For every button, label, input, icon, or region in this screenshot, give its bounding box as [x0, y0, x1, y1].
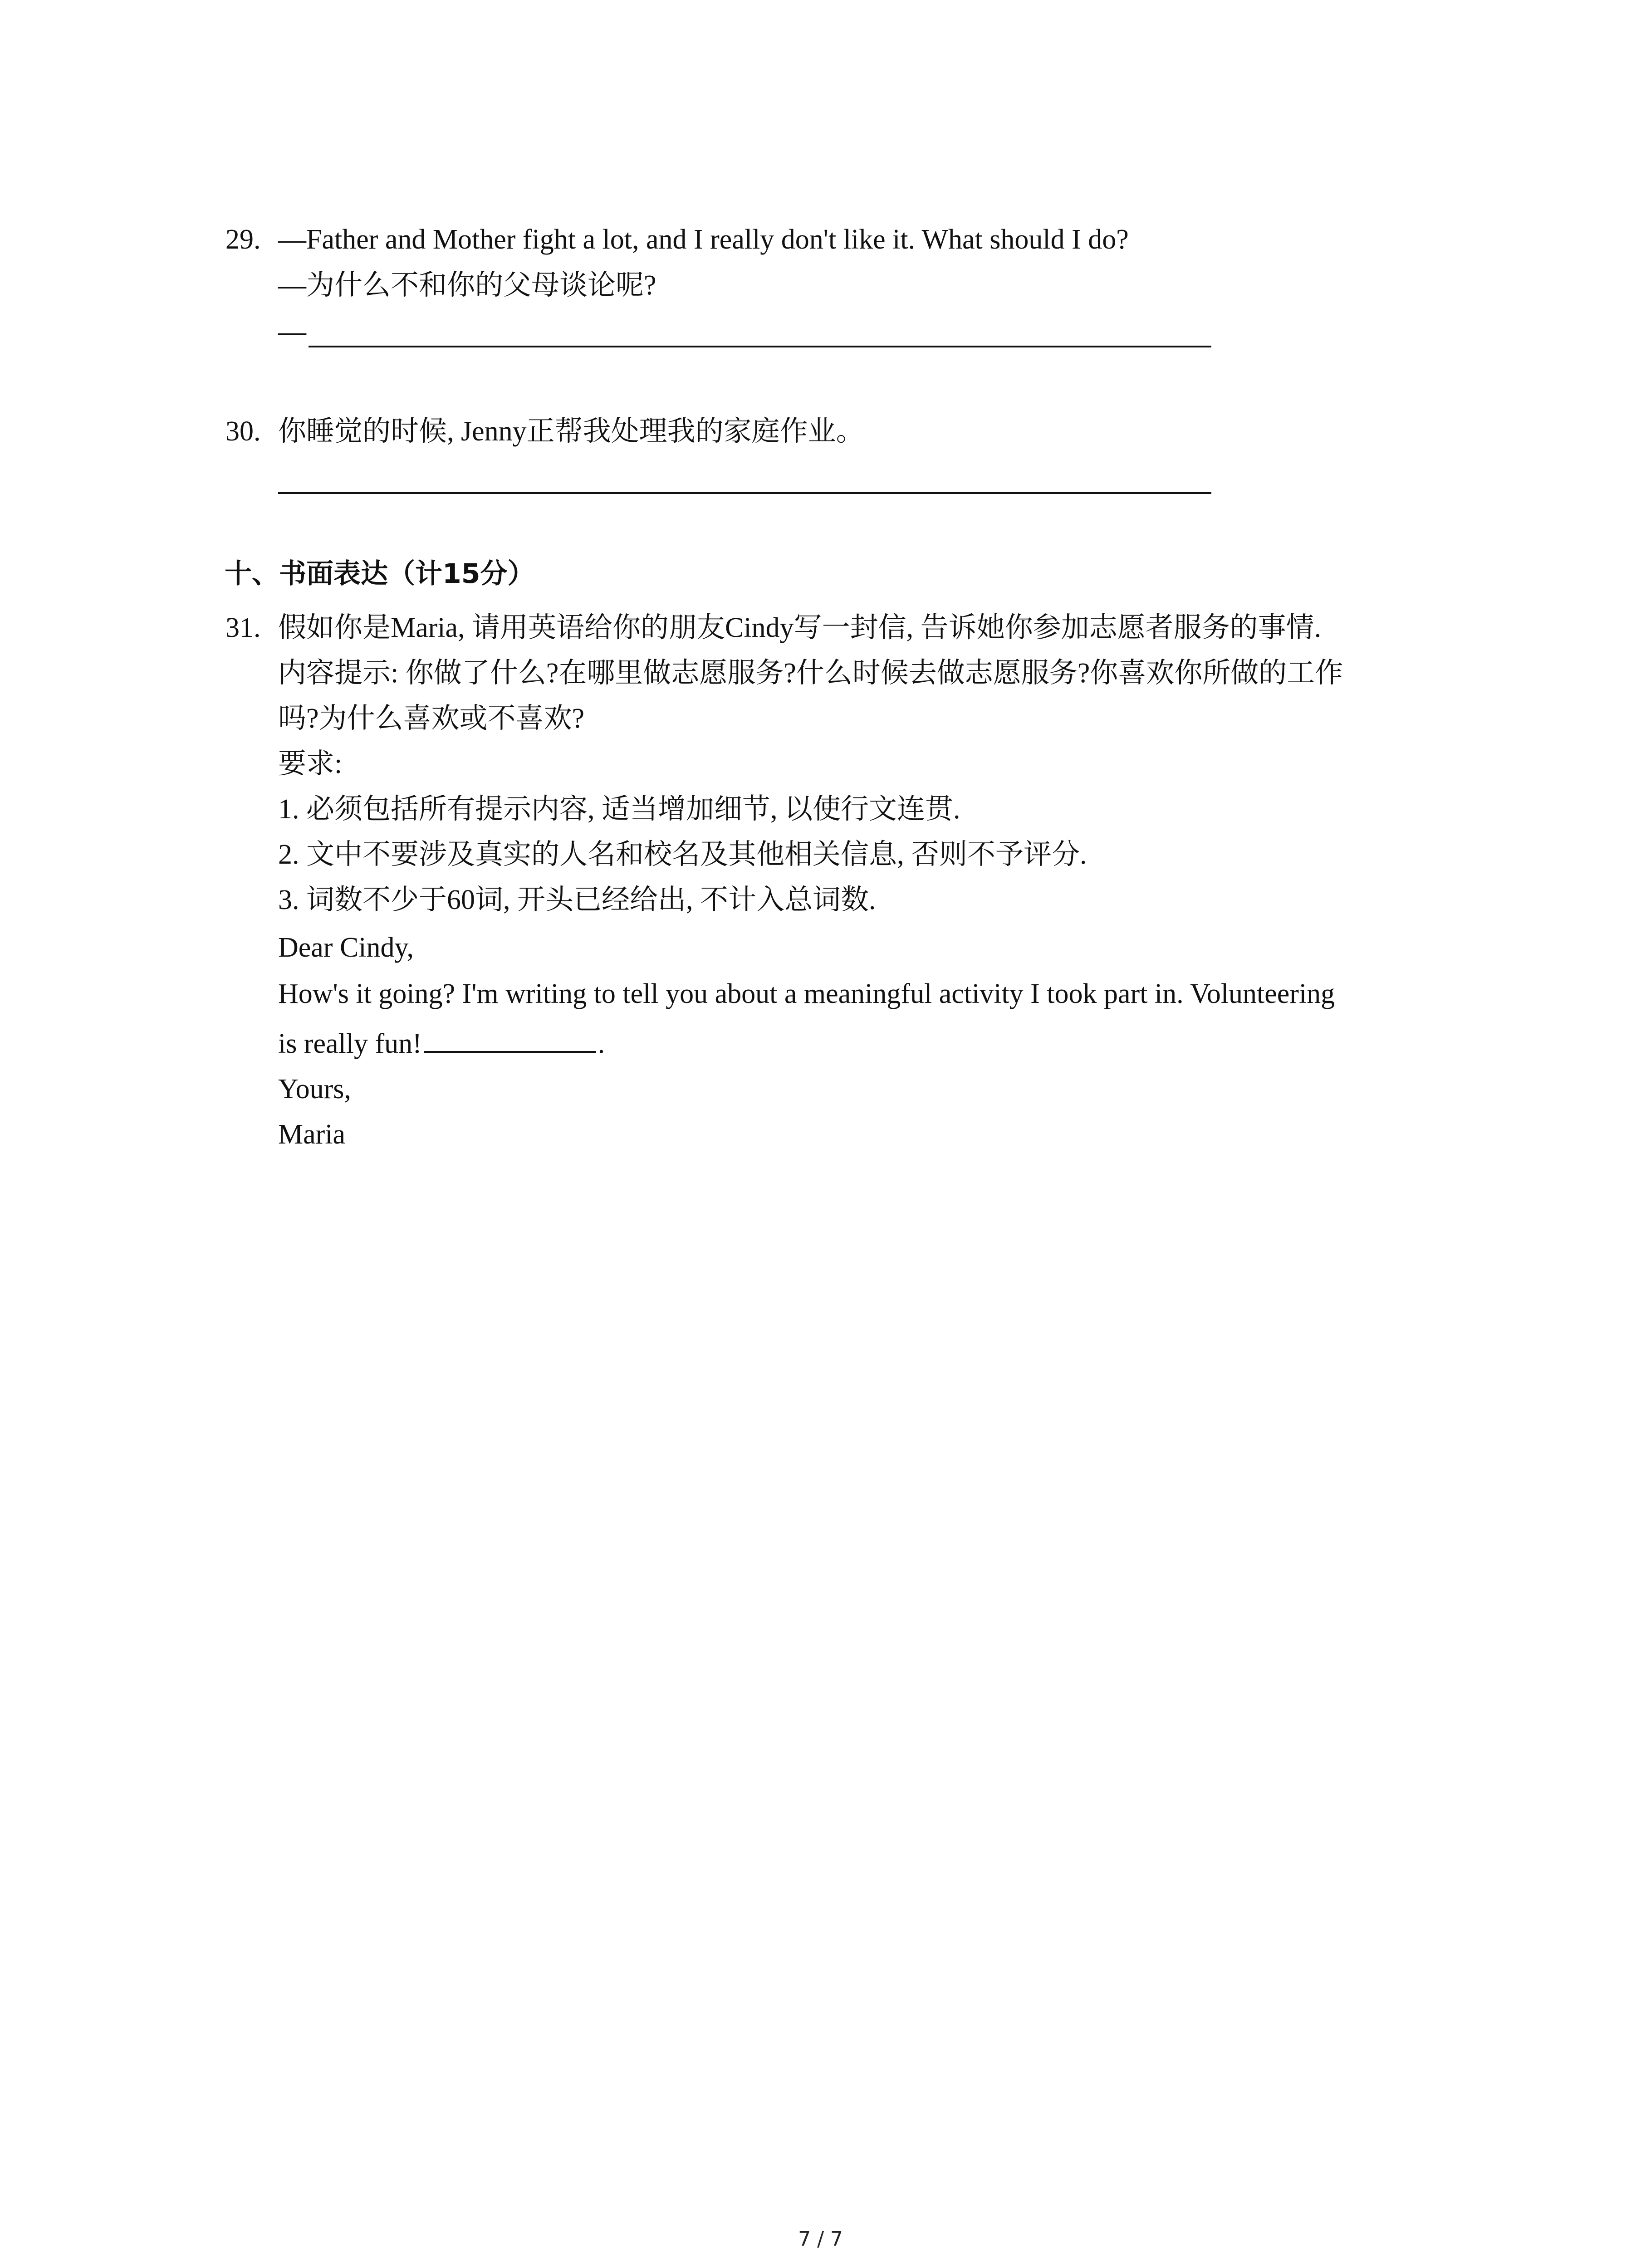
page-number: 7 / 7	[798, 2228, 843, 2251]
question-29-number: 29.	[225, 224, 261, 255]
requirement-item: 2. 文中不要涉及真实的人名和校名及其他相关信息, 否则不予评分.	[278, 839, 1087, 870]
question-30-answer-blank[interactable]	[278, 492, 1211, 494]
question-30-number: 30.	[225, 416, 261, 447]
question-29-chinese-line: —为什么不和你的父母谈论呢?	[278, 270, 656, 301]
letter-body-line-2-text: is really fun!	[278, 1028, 422, 1059]
question-29-answer-dash: —	[278, 316, 306, 347]
question-31-prompt-line-2: 内容提示: 你做了什么?在哪里做志愿服务?什么时候去做志愿服务?你喜欢你所做的工作	[278, 658, 1343, 689]
question-30-prompt: 你睡觉的时候, Jenny正帮我处理我的家庭作业。	[278, 416, 864, 447]
letter-body-line-1: How's it going? I'm writing to tell you about a meaningful activity I took part in. Volunteering	[278, 978, 1335, 1009]
question-31-number: 31.	[225, 612, 261, 643]
question-29-answer-blank[interactable]	[309, 346, 1211, 347]
letter-signature: Maria	[278, 1119, 346, 1150]
letter-closing: Yours,	[278, 1074, 351, 1105]
question-31-prompt-line-3: 吗?为什么喜欢或不喜欢?	[278, 703, 585, 734]
requirement-item: 1. 必须包括所有提示内容, 适当增加细节, 以使行文连贯.	[278, 794, 960, 825]
letter-body-line-2-period: .	[598, 1028, 605, 1059]
letter-body-line-2	[278, 1030, 605, 1058]
letter-writing-blank[interactable]	[424, 1051, 596, 1053]
question-29-prompt: —Father and Mother fight a lot, and I really don't like it. What should I do?	[278, 224, 1129, 255]
requirement-item: 3. 词数不少于60词, 开头已经给出, 不计入总词数.	[278, 885, 876, 915]
requirements-label: 要求:	[278, 748, 343, 779]
letter-greeting: Dear Cindy,	[278, 932, 414, 963]
section-heading: 十、书面表达（计15分）	[225, 558, 535, 590]
question-31-prompt-line-1: 假如你是Maria, 请用英语给你的朋友Cindy写一封信, 告诉她你参加志愿者服务的事情.	[278, 612, 1322, 643]
